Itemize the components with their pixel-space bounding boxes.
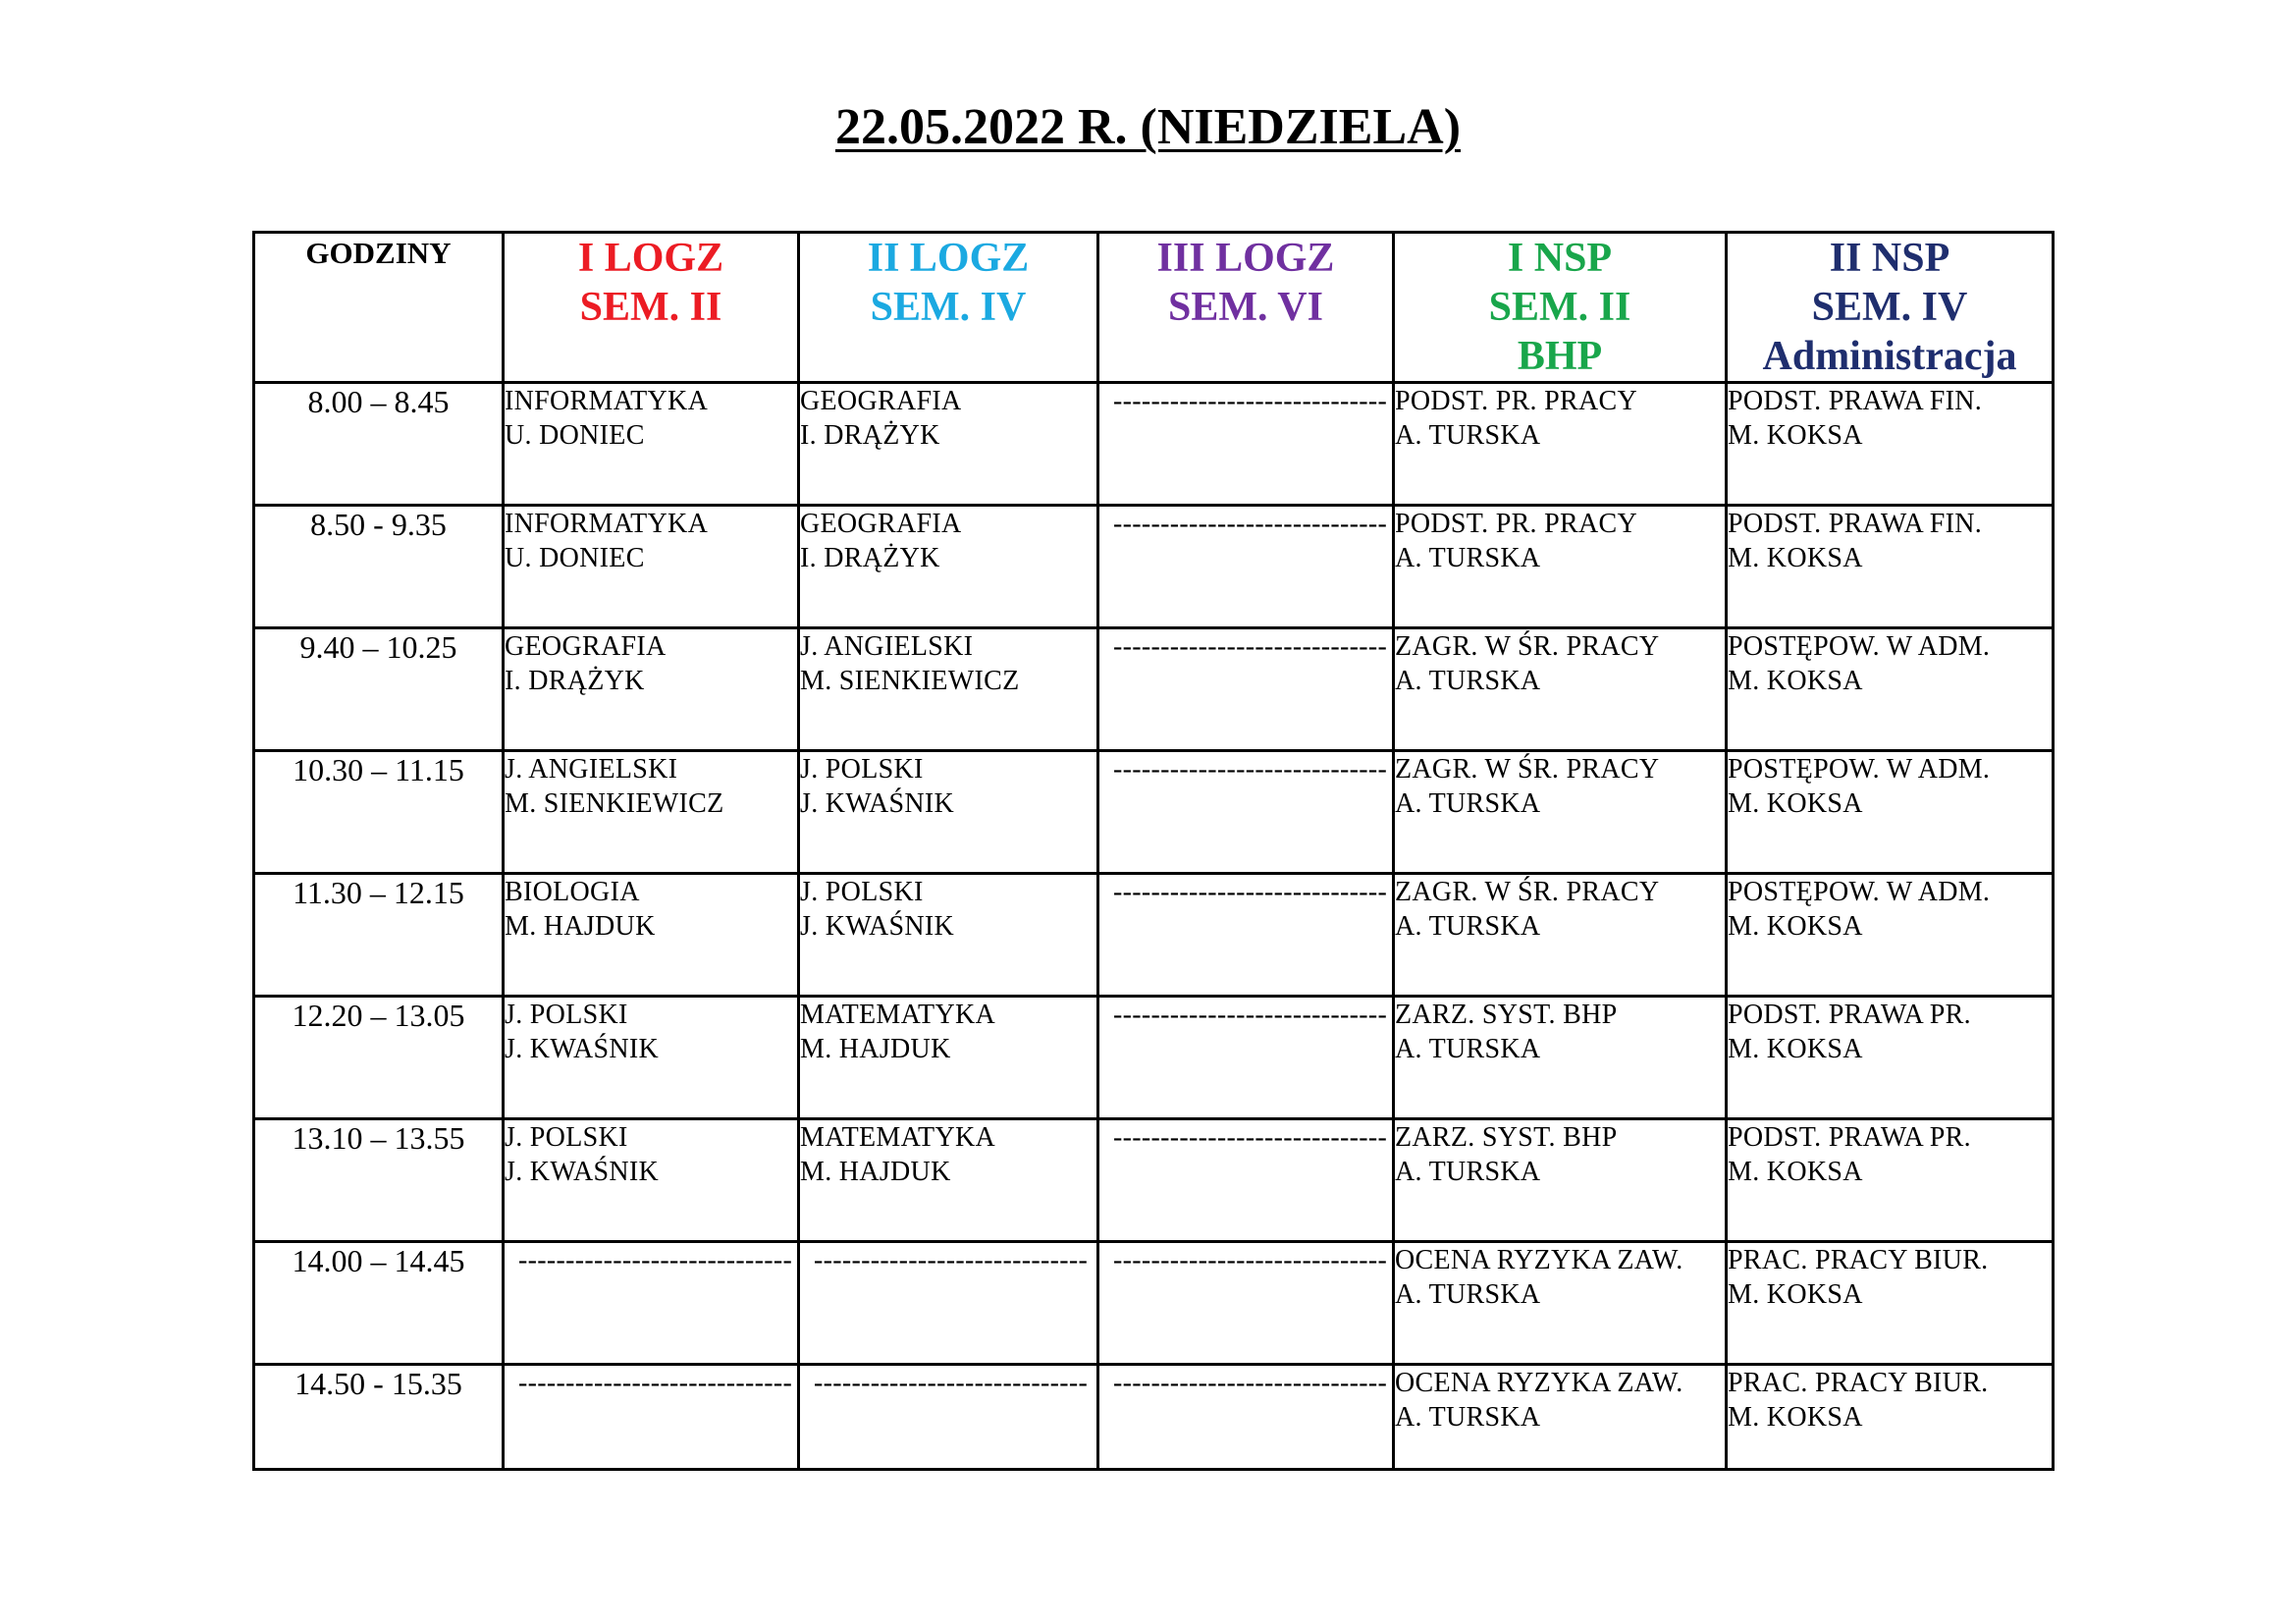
group-header-ii-nsp xyxy=(1727,233,2054,383)
lesson-subject: GEOGRAFIA xyxy=(800,509,962,539)
table-row xyxy=(254,628,2054,751)
group-header-ii-logz xyxy=(799,233,1098,383)
lesson-cell xyxy=(1727,628,2054,751)
lesson-cell xyxy=(1394,383,1727,506)
empty-lesson-cell xyxy=(1098,383,1394,506)
group-header-line: II NSP xyxy=(1829,236,1950,281)
lesson-teacher: M. HAJDUK xyxy=(505,911,656,942)
group-header-i-nsp xyxy=(1394,233,1727,383)
group-header-line: SEM. IV xyxy=(870,285,1027,330)
schedule-body xyxy=(254,383,2054,1470)
time-slot: 12.20 – 13.05 xyxy=(254,997,504,1119)
lesson-cell xyxy=(1394,1119,1727,1242)
lesson-teacher: A. TURSKA xyxy=(1395,1279,1541,1310)
table-row xyxy=(254,1119,2054,1242)
empty-placeholder: ----------------------------- xyxy=(1113,754,1388,785)
lesson-cell xyxy=(1394,628,1727,751)
header-row xyxy=(254,233,2054,383)
lesson-teacher: M. KOKSA xyxy=(1728,1402,1863,1433)
empty-placeholder: ----------------------------- xyxy=(1113,631,1388,662)
empty-placeholder: ----------------------------- xyxy=(814,1245,1089,1275)
lesson-subject: PRAC. PRACY BIUR. xyxy=(1728,1368,1989,1398)
group-header-line: I LOGZ xyxy=(577,236,724,281)
empty-lesson-cell xyxy=(1098,1119,1394,1242)
lesson-cell xyxy=(1727,1242,2054,1365)
lesson-subject: PODST. PRAWA FIN. xyxy=(1728,509,1983,539)
lesson-teacher: M. KOKSA xyxy=(1728,1034,1863,1064)
lesson-subject: POSTĘPOW. W ADM. xyxy=(1728,631,1991,662)
lesson-teacher: J. KWAŚNIK xyxy=(505,1034,659,1064)
lesson-cell xyxy=(799,383,1098,506)
lesson-cell xyxy=(799,751,1098,874)
lesson-teacher: I. DRĄŻYK xyxy=(800,543,940,573)
group-header-iii-logz xyxy=(1098,233,1394,383)
empty-lesson-cell xyxy=(1098,1365,1394,1470)
group-header-line: SEM. II xyxy=(1488,285,1631,330)
empty-placeholder: ----------------------------- xyxy=(1113,1368,1388,1398)
lesson-teacher: J. KWAŚNIK xyxy=(800,911,954,942)
lesson-subject: ZAGR. W ŚR. PRACY xyxy=(1395,754,1660,785)
empty-lesson-cell xyxy=(1098,506,1394,628)
lesson-subject: PODST. PRAWA FIN. xyxy=(1728,386,1983,416)
group-header-line: Administracja xyxy=(1762,334,2017,379)
lesson-teacher: U. DONIEC xyxy=(505,543,645,573)
time-slot: 10.30 – 11.15 xyxy=(254,751,504,874)
time-slot: 13.10 – 13.55 xyxy=(254,1119,504,1242)
empty-placeholder: ----------------------------- xyxy=(1113,1245,1388,1275)
lesson-cell xyxy=(504,751,799,874)
lesson-teacher: M. KOKSA xyxy=(1728,420,1863,451)
lesson-teacher: M. KOKSA xyxy=(1728,911,1863,942)
lesson-teacher: I. DRĄŻYK xyxy=(800,420,940,451)
lesson-cell xyxy=(504,1119,799,1242)
lesson-cell xyxy=(799,1119,1098,1242)
table-row xyxy=(254,874,2054,997)
group-header-line: II LOGZ xyxy=(867,236,1030,281)
lesson-cell xyxy=(1727,506,2054,628)
time-slot: 11.30 – 12.15 xyxy=(254,874,504,997)
group-header-line: III LOGZ xyxy=(1156,236,1335,281)
empty-placeholder: ----------------------------- xyxy=(518,1368,793,1398)
lesson-subject: J. POLSKI xyxy=(505,1122,628,1153)
lesson-subject: GEOGRAFIA xyxy=(505,631,667,662)
lesson-subject: ZAGR. W ŚR. PRACY xyxy=(1395,631,1660,662)
empty-lesson-cell xyxy=(504,1365,799,1470)
lesson-subject: GEOGRAFIA xyxy=(800,386,962,416)
empty-lesson-cell xyxy=(799,1365,1098,1470)
group-header-i-logz xyxy=(504,233,799,383)
lesson-cell xyxy=(1394,1365,1727,1470)
lesson-subject: PODST. PR. PRACY xyxy=(1395,386,1638,416)
lesson-subject: J. POLSKI xyxy=(800,877,924,907)
table-row xyxy=(254,1242,2054,1365)
lesson-cell xyxy=(1727,997,2054,1119)
lesson-subject: J. POLSKI xyxy=(505,1000,628,1030)
empty-placeholder: ----------------------------- xyxy=(1113,509,1388,539)
empty-lesson-cell xyxy=(799,1242,1098,1365)
empty-placeholder: ----------------------------- xyxy=(1113,1000,1388,1030)
lesson-teacher: M. HAJDUK xyxy=(800,1034,951,1064)
group-header-line: I NSP xyxy=(1507,236,1613,281)
lesson-subject: INFORMATYKA xyxy=(505,386,709,416)
group-header-line: BHP xyxy=(1517,334,1603,379)
lesson-teacher: A. TURSKA xyxy=(1395,788,1541,819)
lesson-teacher: M. KOKSA xyxy=(1728,543,1863,573)
group-header-line: SEM. VI xyxy=(1168,285,1323,330)
lesson-subject: OCENA RYZYKA ZAW. xyxy=(1395,1245,1683,1275)
lesson-subject: ZAGR. W ŚR. PRACY xyxy=(1395,877,1660,907)
lesson-teacher: M. KOKSA xyxy=(1728,666,1863,696)
table-row xyxy=(254,1365,2054,1470)
lesson-cell xyxy=(504,383,799,506)
empty-lesson-cell xyxy=(1098,751,1394,874)
empty-lesson-cell xyxy=(1098,628,1394,751)
table-row xyxy=(254,383,2054,506)
empty-placeholder: ----------------------------- xyxy=(518,1245,793,1275)
page-title: 22.05.2022 R. (NIEDZIELA) xyxy=(834,99,1462,155)
lesson-cell xyxy=(799,997,1098,1119)
group-header-line: SEM. IV xyxy=(1811,285,1968,330)
table-row xyxy=(254,506,2054,628)
lesson-teacher: A. TURSKA xyxy=(1395,1157,1541,1187)
lesson-subject: J. ANGIELSKI xyxy=(505,754,678,785)
lesson-subject: PRAC. PRACY BIUR. xyxy=(1728,1245,1989,1275)
empty-lesson-cell xyxy=(1098,1242,1394,1365)
lesson-cell xyxy=(799,628,1098,751)
lesson-cell xyxy=(1394,1242,1727,1365)
table-row xyxy=(254,997,2054,1119)
lesson-teacher: I. DRĄŻYK xyxy=(505,666,645,696)
lesson-subject: PODST. PRAWA PR. xyxy=(1728,1122,1971,1153)
lesson-subject: OCENA RYZYKA ZAW. xyxy=(1395,1368,1683,1398)
lesson-cell xyxy=(1394,751,1727,874)
lesson-cell xyxy=(504,874,799,997)
lesson-subject: PODST. PR. PRACY xyxy=(1395,509,1638,539)
group-header-line: SEM. II xyxy=(579,285,722,330)
lesson-teacher: A. TURSKA xyxy=(1395,911,1541,942)
lesson-cell xyxy=(1394,997,1727,1119)
empty-placeholder: ----------------------------- xyxy=(1113,386,1388,416)
table-row xyxy=(254,751,2054,874)
lesson-teacher: A. TURSKA xyxy=(1395,543,1541,573)
lesson-teacher: U. DONIEC xyxy=(505,420,645,451)
lesson-subject: J. POLSKI xyxy=(800,754,924,785)
lesson-cell xyxy=(1394,506,1727,628)
lesson-subject: MATEMATYKA xyxy=(800,1122,995,1153)
time-slot: 9.40 – 10.25 xyxy=(254,628,504,751)
lesson-cell xyxy=(504,997,799,1119)
lesson-cell xyxy=(1727,383,2054,506)
lesson-cell xyxy=(504,506,799,628)
lesson-teacher: M. HAJDUK xyxy=(800,1157,951,1187)
time-slot: 14.50 - 15.35 xyxy=(254,1365,504,1470)
empty-lesson-cell xyxy=(504,1242,799,1365)
lesson-teacher: A. TURSKA xyxy=(1395,1034,1541,1064)
lesson-teacher: M. KOKSA xyxy=(1728,1279,1863,1310)
time-slot: 14.00 – 14.45 xyxy=(254,1242,504,1365)
schedule-table xyxy=(252,231,2055,1471)
lesson-teacher: M. SIENKIEWICZ xyxy=(505,788,724,819)
lesson-cell xyxy=(799,506,1098,628)
lesson-teacher: M. KOKSA xyxy=(1728,1157,1863,1187)
lesson-teacher: M. SIENKIEWICZ xyxy=(800,666,1020,696)
lesson-subject: PODST. PRAWA PR. xyxy=(1728,1000,1971,1030)
lesson-subject: MATEMATYKA xyxy=(800,1000,995,1030)
lesson-subject: INFORMATYKA xyxy=(505,509,709,539)
lesson-cell xyxy=(1727,1365,2054,1470)
empty-lesson-cell xyxy=(1098,874,1394,997)
lesson-teacher: J. KWAŚNIK xyxy=(505,1157,659,1187)
lesson-subject: ZARZ. SYST. BHP xyxy=(1395,1000,1618,1030)
lesson-subject: BIOLOGIA xyxy=(505,877,640,907)
lesson-teacher: M. KOKSA xyxy=(1728,788,1863,819)
empty-placeholder: ----------------------------- xyxy=(814,1368,1089,1398)
lesson-cell xyxy=(1727,874,2054,997)
empty-lesson-cell xyxy=(1098,997,1394,1119)
lesson-teacher: A. TURSKA xyxy=(1395,420,1541,451)
lesson-subject: ZARZ. SYST. BHP xyxy=(1395,1122,1618,1153)
time-slot: 8.00 – 8.45 xyxy=(254,383,504,506)
lesson-cell xyxy=(1727,751,2054,874)
lesson-cell xyxy=(1727,1119,2054,1242)
empty-placeholder: ----------------------------- xyxy=(1113,1122,1388,1153)
time-slot: 8.50 - 9.35 xyxy=(254,506,504,628)
hours-column-header: GODZINY xyxy=(254,233,504,383)
lesson-cell xyxy=(504,628,799,751)
lesson-subject: POSTĘPOW. W ADM. xyxy=(1728,877,1991,907)
lesson-teacher: A. TURSKA xyxy=(1395,666,1541,696)
empty-placeholder: ----------------------------- xyxy=(1113,877,1388,907)
lesson-cell xyxy=(799,874,1098,997)
lesson-teacher: A. TURSKA xyxy=(1395,1402,1541,1433)
lesson-teacher: J. KWAŚNIK xyxy=(800,788,954,819)
lesson-subject: POSTĘPOW. W ADM. xyxy=(1728,754,1991,785)
lesson-subject: J. ANGIELSKI xyxy=(800,631,974,662)
lesson-cell xyxy=(1394,874,1727,997)
